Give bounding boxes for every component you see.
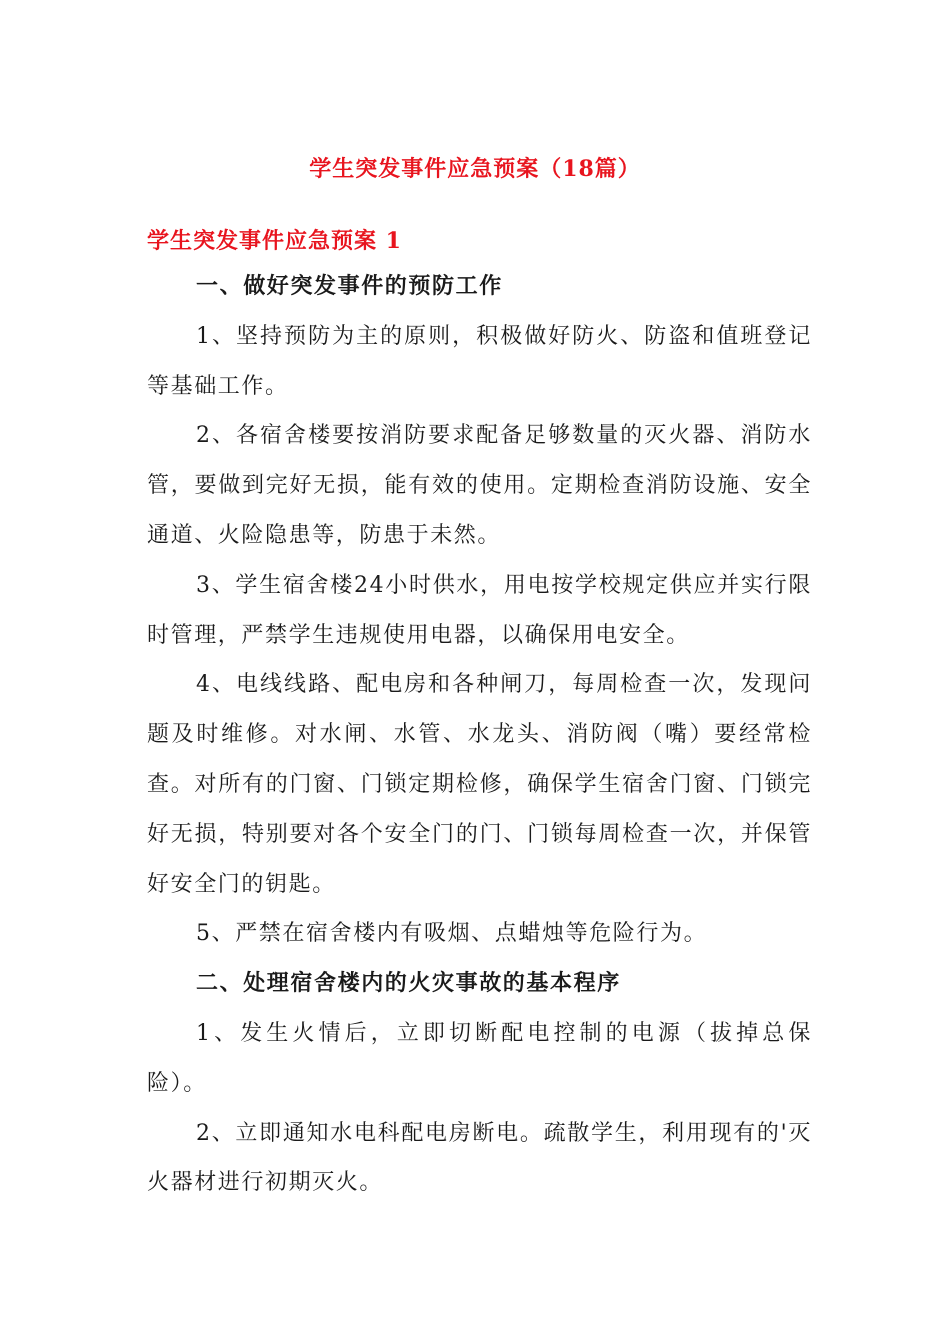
document-title: 学生突发事件应急预案（18篇） <box>309 156 641 182</box>
section-title: 学生突发事件应急预案 1 <box>147 228 402 254</box>
paragraph-item-1: 1、坚持预防为主的原则，积极做好防火、防盗和值班登记等基础工作。 <box>147 323 812 399</box>
document-body <box>147 262 812 1208</box>
paragraph-fire-1: 1、发生火情后，立即切断配电控制的电源（拔掉总保险）。 <box>147 1020 812 1096</box>
paragraph-item-2: 2、各宿舍楼要按消防要求配备足够数量的灭火器、消防水管，要做到完好无损，能有效的使用。定期检查消防设施、安全通道、火险隐患等，防患于未然。 <box>147 423 812 548</box>
heading-fire-procedure: 二、处理宿舍楼内的火灾事故的基本程序 <box>196 970 621 997</box>
paragraph-fire-2: 2、立即通知水电科配电房断电。疏散学生，利用现有的'灭火器材进行初期灭火。 <box>147 1120 812 1196</box>
paragraph-item-4: 4、电线线路、配电房和各种闸刀，每周检查一次，发现问题及时维修。对水闸、水管、水龙头、消防阀（嘴）要经常检查。对所有的门窗、门锁定期检修，确保学生宿舍门窗、门锁完好无损，特别要对各个安全门的门、门锁每周检查一次，并保管好安全门的钥匙。 <box>147 672 812 897</box>
heading-prevention: 一、做好突发事件的预防工作 <box>196 273 503 299</box>
paragraph-item-5: 5、严禁在宿舍楼内有吸烟、点蜡烛等危险行为。 <box>196 921 708 947</box>
paragraph-item-3: 3、学生宿舍楼24小时供水，用电按学校规定供应并实行限时管理，严禁学生违规使用电器，以确保用电安全。 <box>147 572 812 648</box>
